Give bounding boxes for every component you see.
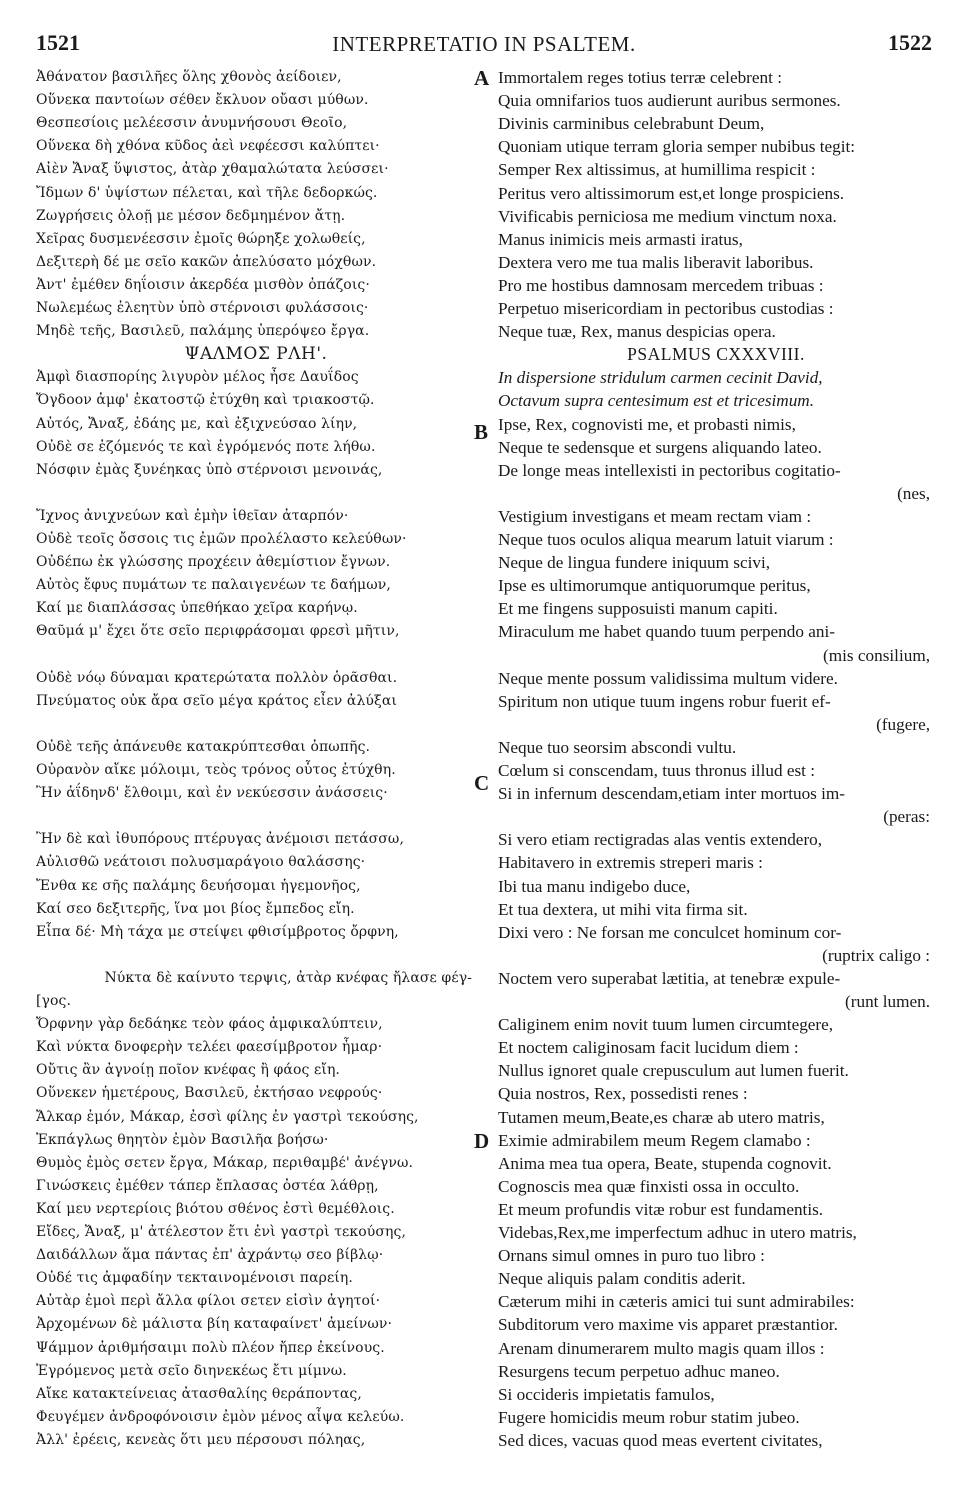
greek-line: Πνεύματος οὐκ ἄρα σεῖο μέγα κράτος εἶεν ἀλύξαι: [36, 692, 397, 709]
latin-line: Cœlum si conscendam, tuus thronus illud est :: [498, 761, 815, 780]
greek-line: Μηδὲ τεῆς, Βασιλεῦ, παλάμης ὑπερόψεο ἔργα.: [36, 323, 370, 340]
latin-line: Divinis carminibus celebrabunt Deum,: [498, 114, 765, 134]
latin-line: Perpetuo misericordiam in pectoribus custodias :: [498, 299, 834, 318]
latin-line: Tutamen meum,Beate,es charæ ab utero matris,: [498, 1107, 825, 1127]
latin-line: Neque aliquis palam conditis aderit.: [498, 1269, 746, 1289]
greek-line: Γινώσκεις ἐμέθεν τάπερ ἔπλασας ὀστέα λάθρῃ,: [36, 1177, 379, 1194]
greek-line: Ἢν δὲ καὶ ἰθυπόρους πτέρυγας ἀνέμοισι πετάσσω,: [36, 831, 404, 848]
greek-line: Εἶπα δέ· Μὴ τάχα με στείψει φθισίμβροτος ὄρφνη,: [36, 923, 399, 940]
page-header: [36, 30, 932, 60]
greek-line: Αἴκε κατακτείνειας ἀτασθαλίης θεράποντας,: [36, 1385, 362, 1402]
greek-line: Ὄρφνην γὰρ δεδάηκε τεὸν φάος ἀμφικαλύπτειν,: [36, 1016, 383, 1033]
greek-line: Ὄγδοον ἀμφ' ἑκατοστῷ ἐτύχθη καὶ τριακοστῷ.: [36, 392, 375, 409]
greek-line: Οὐρανὸν αἴκε μόλοιμι, τεὸς τρόνος οὗτος ἐτύχθη.: [36, 762, 396, 778]
latin-line: Cognoscis mea quæ finxisti ossa in occulto.: [498, 1176, 800, 1196]
greek-line: Οὐδὲ σε ἑζόμενός τε καὶ ἐγρόμενός ποτε λήθω.: [36, 438, 376, 455]
latin-line: Anima mea tua opera, Beate, stupenda cognovit.: [498, 1153, 832, 1173]
latin-line: De longe meas intellexisti in pectoribus cogitatio-: [498, 460, 841, 480]
latin-line: Cæterum mihi in cæteris amici tui sunt admirabiles:: [498, 1292, 855, 1312]
greek-line: Δαιδάλλων ἅμα πάντας ἐπ' ἀχράντῳ σεο βίβλῳ·: [36, 1247, 384, 1264]
greek-line: Δεξιτερὴ δέ με σεῖο κακῶν ἀπελύσατο μόχθων.: [36, 253, 377, 270]
greek-line: Ἐγρόμενος μετὰ σεῖο διηνεκέως ἔτι μίμνω.: [36, 1362, 347, 1379]
latin-line: Dextera vero me tua malis liberavit laboribus.: [498, 252, 814, 272]
latin-line: Peritus vero altissimorum est,et longe prospiciens.: [498, 183, 845, 203]
greek-line: Καὶ νύκτα δνοφερὴν τελέει φαεσίμβροτον ἦμαρ·: [36, 1039, 383, 1056]
greek-line: [γος.: [36, 993, 72, 1009]
greek-line: Χεῖρας δυσμενέεσσιν ἐμοῖς θώρηξε χολωθείς,: [36, 230, 366, 247]
latin-line: Et meum profundis vitæ robur est fundamentis.: [498, 1199, 824, 1219]
latin-line: Ipse, Rex, cognovisti me, et probasti nimis,: [498, 414, 796, 434]
latin-line: Fugere homicidis meum robur statim jubeo.: [498, 1407, 800, 1427]
latin-line: Caliginem enim novit tuum lumen circumtegere,: [498, 1015, 834, 1035]
greek-line: Θυμὸς ἐμὸς σετεν ἔργα, Μάκαρ, περιθαμβέ' ἀνέγνω.: [36, 1154, 414, 1171]
greek-line: Ἄλκαρ ἐμόν, Μάκαρ, ἐσσὶ φίλης ἐν γαστρὶ τεκούσης,: [36, 1108, 419, 1125]
latin-line: Sed dices, vacuas quod meas evertent civitates,: [498, 1430, 823, 1450]
greek-line: [36, 944, 476, 967]
section-marker-d: D: [474, 1129, 490, 1153]
latin-line: Neque tuæ, Rex, manus despicias opera.: [498, 322, 776, 342]
greek-line: Εἴδες, Ἄναξ, μ' ἀτέλεστον ἔτι ἐνὶ γαστρὶ τεκούσης,: [36, 1224, 407, 1240]
latin-line: Quia omnifarios tuos audierunt auribus sermones.: [498, 91, 841, 111]
latin-line: PSALMUS CXXXVIII.: [627, 344, 805, 365]
greek-line: Ἐκπάγλως θηητὸν ἐμὸν Βασιλῆα βοήσω·: [36, 1131, 329, 1148]
greek-line: Ἴχνος ἀνιχνεύων καὶ ἐμὴν ἰθεῖαν ἀταρπόν·: [36, 507, 349, 524]
greek-line: Καί μευ νερτερίοις βιότου σθένος ἐστὶ θεμέθλοις.: [36, 1200, 395, 1217]
latin-line: Semper Rex altissimus, at humillima respicit :: [498, 160, 816, 180]
running-title: INTERPRETATIO IN PSALTEM.: [332, 32, 636, 56]
latin-line: Si vero etiam rectigradas alas ventis extendero,: [498, 830, 823, 850]
latin-line: Nullus ignoret quale crepusculum aut lumen fuerit.: [498, 1061, 849, 1081]
latin-line: Vestigium investigans et meam rectam viam :: [498, 506, 812, 526]
greek-line: Ζωγρήσεις ὀλοῇ με μέσον δεδμημένον ἄτῃ.: [36, 207, 346, 224]
greek-line: Ἢν ἀΐδηνδ' ἔλθοιμι, καὶ ἐν νεκύεσσιν ἀνάσσεις·: [36, 785, 388, 802]
latin-line: Arenam dinumerarem multo magis quam illos :: [498, 1338, 825, 1358]
latin-line: (nes,: [897, 483, 930, 503]
latin-line: (mis consilium,: [823, 645, 930, 665]
latin-line: Neque te sedensque et surgens aliquando lateo.: [498, 437, 822, 457]
greek-line: Αἰὲν Ἄναξ ὕψιστος, ἀτὰρ χθαμαλώτατα λεύσσει·: [36, 161, 389, 178]
greek-line: Νόσφιν ἐμὰς ξυνέηκας ὑπὸ στέρνοισι μενοινάς,: [36, 461, 383, 478]
greek-line: Οὕνεκεν ἡμετέρους, Βασιλεῦ, ἐκτήσαο νεφρούς·: [36, 1085, 383, 1102]
latin-line: Subditorum vero maxime vis apparet præstantior.: [498, 1315, 838, 1335]
greek-line: Ἴδμων δ' ὑψίστων πέλεται, καὶ τῆλε δεδορκώς.: [36, 184, 378, 201]
greek-line: Αὐτός, Ἄναξ, ἐδάης με, καὶ ἐξιχνεύσαο λίην,: [36, 415, 358, 432]
greek-line: Οὕνεκα παντοίων σέθεν ἔκλυον οὔασι μύθων.: [36, 92, 369, 109]
latin-line: (peras:: [883, 807, 930, 827]
greek-line: Ἔνθα κε σῆς παλάμης δευήσομαι ἡγεμονῆος,: [36, 877, 361, 894]
latin-line: Et noctem caliginosam facit lucidum diem :: [498, 1038, 799, 1058]
greek-line: Θαῦμά μ' ἔχει ὅτε σεῖο περιφράσομαι φρεσὶ μῆτιν,: [36, 623, 400, 640]
greek-line: [36, 713, 476, 736]
section-marker-c: C: [474, 771, 490, 795]
greek-line: Νύκτα δὲ καίνυτο τερψις, ἀτὰρ κνέφας ἤλασε φέγ-: [104, 969, 472, 986]
greek-line: Αὐλισθῶ νεάτοισι πολυσμαράγοιο θαλάσσης·: [36, 854, 366, 871]
greek-line: Οὕνεκα δὴ χθόνα κῦδος ἀεὶ νεφέεσσι καλύπτει·: [36, 138, 380, 155]
greek-line: Οὐδὲ νόῳ δύναμαι κρατερώτατα πολλὸν ὁρᾶσθαι.: [36, 669, 398, 686]
latin-line: Dixi vero : Ne forsan me conculcet hominum cor-: [498, 922, 842, 942]
page-number-left: 1521: [36, 30, 80, 55]
latin-line: Immortalem reges totius terræ celebrent :: [498, 68, 782, 87]
latin-line: Neque mente possum validissima multum videre.: [498, 668, 838, 688]
latin-line: Eximie admirabilem meum Regem clamabo :: [498, 1130, 811, 1150]
greek-line: Νωλεμέως ἐλεητὺν ὑπὸ στέρνοισι φυλάσσοις·: [36, 300, 369, 316]
latin-line: Et tua dextera, ut mihi vita firma sit.: [498, 899, 748, 919]
greek-line: Οὐδέ τις ἀμφαδίην τεκταινομένοισι παρείη.: [36, 1270, 353, 1287]
latin-line: Quia nostros, Rex, possedisti renes :: [498, 1084, 748, 1104]
latin-line: Ipse es ultimorumque antiquorumque peritus,: [498, 576, 811, 596]
greek-line: [36, 805, 476, 828]
section-marker-a: A: [474, 66, 490, 90]
latin-line: Ornans simul omnes in puro tuo libro :: [498, 1246, 765, 1266]
greek-line: Ἀλλ' ἐρέεις, κενεὰς ὅτι μευ πέρσουσι πόληας,: [36, 1431, 366, 1448]
latin-line: Pro me hostibus damnosam mercedem tribuas :: [498, 275, 824, 295]
latin-line: (fugere,: [876, 714, 930, 734]
greek-line: Αὐτὸς ἔφυς πυμάτων τε παλαιγενέων τε δαήμων,: [36, 577, 391, 594]
latin-line: Habitavero in extremis streperi maris :: [498, 853, 763, 873]
latin-line: Neque de lingua fundere iniquum scivi,: [498, 553, 771, 573]
greek-line: Ἀρχομένων δὲ μάλιστα βίη καταφαίνετ' ἀμείνων·: [36, 1316, 393, 1333]
latin-line: In dispersione stridulum carmen cecinit David,: [498, 368, 823, 388]
latin-line: Manus inimicis meis armasti iratus,: [498, 229, 743, 249]
latin-line: Neque tuos oculos aliqua mearum latuit viarum :: [498, 530, 834, 549]
greek-line: [36, 644, 476, 667]
greek-line: Οὐδὲ τεῆς ἀπάνευθε κατακρύπτεσθαι ὀπωπῆς.: [36, 738, 371, 755]
latin-line: Miraculum me habet quando tuum perpendo ani-: [498, 622, 835, 642]
greek-line: Ψάμμον ἀριθμήσαιμι πολὺ πλέον ἤπερ ἐκείνους.: [36, 1339, 385, 1356]
latin-line: Si in infernum descendam,etiam inter mortuos im-: [498, 784, 846, 804]
latin-line: Spiritum non utique tuum ingens robur fuerit ef-: [498, 691, 831, 711]
latin-line: Videbas,Rex,me imperfectum adhuc in utero matris,: [498, 1223, 857, 1242]
latin-line: (runt lumen.: [845, 992, 930, 1011]
greek-line: Θεσπεσίοις μελέεσσιν ἀνυμνήσουσι Θεοῖο,: [36, 115, 348, 132]
greek-line: Οὔτις ἂν ἀγνοίῃ ποῖον κνέφας ἢ φάος εἴη.: [36, 1062, 340, 1079]
greek-line: Φευγέμεν ἀνδροφόνοισιν ἐμὸν μένος αἶψα κελεύω.: [36, 1408, 405, 1425]
greek-line: Ἀντ' ἐμέθεν δηΐοισιν ἀκερδέα μισθὸν ὀπάζοις·: [36, 276, 370, 293]
greek-line: Ἀμφὶ διασπορίης λιγυρὸν μέλος ἦσε Δαυΐδος: [36, 369, 359, 386]
greek-line: ΨΑΛΜΟΣ ΡΛΗ'.: [184, 344, 328, 365]
latin-line: Noctem vero superabat lætitia, at tenebræ expule-: [498, 968, 841, 988]
greek-line: Οὐδὲ τεοῖς ὄσσοις τις ἐμῶν προλέλαστο κελεύθων·: [36, 531, 407, 547]
latin-line: Si occideris impietatis famulos,: [498, 1384, 715, 1404]
greek-line: Οὐδέπω ἐκ γλώσσης προχέειν ἀθεμίστιον ἔγνων.: [36, 554, 391, 571]
latin-line: Vivificabis perniciosa me medium vinctum noxa.: [498, 206, 837, 226]
latin-line: Neque tuo seorsim abscondi vultu.: [498, 737, 737, 757]
page-number-right: 1522: [888, 30, 932, 55]
latin-line: Octavum supra centesimum est et tricesimum.: [498, 391, 814, 411]
latin-line: Resurgens tecum perpetuo adhuc maneo.: [498, 1361, 780, 1381]
greek-line: [36, 482, 476, 505]
greek-line: Ἀθάνατον βασιλῆες ὅλης χθονὸς ἀείδοιεν,: [36, 69, 342, 85]
latin-line: Ibi tua manu indigebo duce,: [498, 876, 691, 896]
latin-line: Et me fingens supposuisti manum capiti.: [498, 599, 778, 619]
greek-line: Καί με διαπλάσσας ὑπεθήκαο χεῖρα καρήνῳ.: [36, 600, 358, 617]
latin-line: (ruptrix caligo :: [822, 945, 930, 965]
greek-line: Αὐτὰρ ἐμοὶ περὶ ἄλλα φίλοι σετεν εἰσὶν ἀγητοί·: [36, 1293, 381, 1310]
section-marker-b: B: [474, 420, 489, 444]
latin-line: Quoniam utique terram gloria semper nubibus tegit:: [498, 137, 856, 157]
greek-line: Καί σεο δεξιτερῆς, ἵνα μοι βίος ἔμπεδος εἴη.: [36, 900, 355, 917]
